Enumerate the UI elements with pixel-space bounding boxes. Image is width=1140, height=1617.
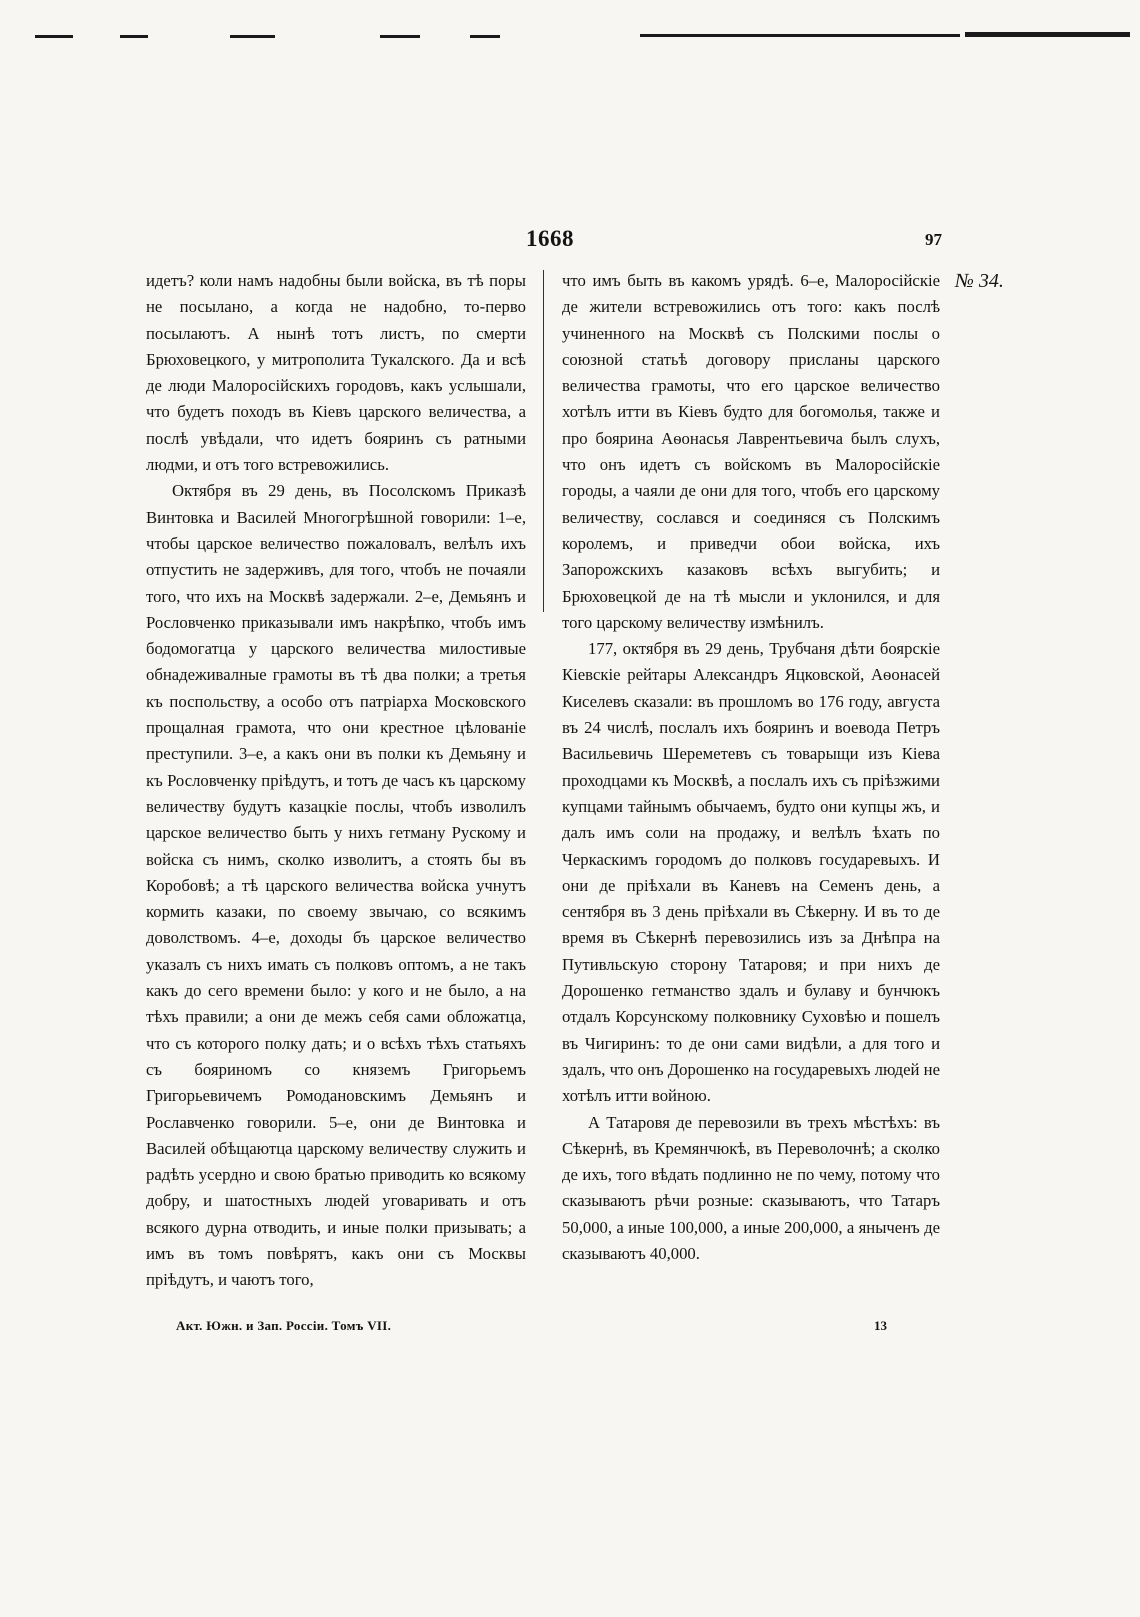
right-text-column <box>562 268 940 1267</box>
rule-dash <box>230 35 275 38</box>
footer-source-line: Акт. Южн. и Зап. Россіи. Томъ VII. <box>176 1318 392 1333</box>
page-year-heading: 1668 <box>526 226 574 251</box>
left-paragraph-1: идетъ? коли намъ надобны были войска, въ тѣ поры не посылано, а когда не надобно, то-перво посылаютъ. А нынѣ тотъ листъ, по смерти Брюховецкого, у митрополита Тукалского. Да и всѣ де люди Малоросійскихъ городовъ, какъ услышали, что будетъ походъ въ Кіевъ царского величества, а послѣ увѣдали, что идетъ бояринъ съ ратными людми, и отъ того встревожились. <box>146 271 526 475</box>
right-paragraph-3: А Татаровя де перевозили въ трехъ мѣстѣхъ: въ Сѣкернѣ, въ Кремянчюкѣ, въ Переволочнѣ; а сколко де ихъ, того вѣдать подлинно не по чему, потому что сказываютъ рѣчи розные: сказываютъ, что Татаръ 50,000, а иные 100,000, а иные 200,000, а яныченъ де сказываютъ 40,000. <box>562 1112 940 1263</box>
rule-dash <box>35 35 73 38</box>
footer-signature-mark: 13 <box>874 1318 887 1333</box>
rule-dash <box>380 35 420 38</box>
right-paragraph-2: 177, октября въ 29 день, Трубчаня дѣти боярскіе Кіевскіе рейтары Александръ Яцковской, Аѳонасей Киселевъ сказали: въ прошломъ во 176 году, августа въ 24 числѣ, послалъ ихъ бояринъ и воевода Петръ Васильевичь Шереметевъ съ товарыщи изъ Кіева проходцами къ Москвѣ, а послалъ ихъ съ пріѣзжими купцами тайнымъ обычаемъ, будто они купцы жъ, и далъ имъ соли на продажу, и велѣлъ ѣхать по Черкаскимъ городомъ до полковъ государевыхъ. И они де пріѣхали въ Каневъ на Семенъ день, а сентября въ 3 день пріѣхали въ Сѣкерну. И въ то де время въ Сѣкернѣ перевозились изъ за Днѣпра на Путивльскую сторону Татаровя; и при нихъ де Дорошенко гетманство здалъ и булаву и бунчюкъ отдалъ Корсунскому полковнику Суховѣю и пошелъ въ Чигиринъ: то де они сами видѣли, а для того и здалъ, что онъ Дорошенко на государевыхъ людей не хотѣлъ итти войною. <box>562 639 940 1106</box>
page-number: 97 <box>925 230 942 249</box>
rule-dash <box>470 35 500 38</box>
column-divider <box>543 270 544 612</box>
left-paragraph-2: Октября въ 29 день, въ Посолскомъ Приказѣ Винтовка и Василей Многогрѣшной говорили: 1–е, чтобы царское величество пожаловалъ, велѣлъ ихъ отпустить не задерживъ, для того, чтобъ не почаяли того, что ихъ на Москвѣ задержали. 2–е, Демьянъ и Рословченко приказывали имъ накрѣпко, чтобъ имъ бодомогатца у царского величества милостивые обнадеживалные грамоты въ тѣ два полки; а третья къ поспольству, а особо отъ патріарха Московского прощалная грамота, что они крестное цѣлованіе преступили. 3–е, а какъ они въ полки къ Демьяну и къ Рословченку пріѣдутъ, и тотъ де часъ къ царскому величеству будутъ казацкіе послы, чтобъ изволилъ царское величество быть у нихъ гетману Рускому и войска съ нимъ, сколко изволитъ, а стоять бы въ Коробовѣ; а тѣ царского величества войска учнутъ кормить казаки, по своему звычаю, со всякимъ доволствомъ. 4–е, доходы бъ царское величество указалъ съ нихъ имать съ полковъ оптомъ, а не такъ какъ до сего времени было: у кого и не было, а на тѣхъ правили; а они де межъ себя сами обложатца, что съ которого полку дать; и о всѣхъ тѣхъ статьяхъ съ бояриномъ со княземъ Григорьемъ Григорьевичемъ Ромодановскимъ Демьянъ и Рославченко говорили. 5–е, они де Винтовка и Василей обѣщаютца царскому величеству служить и радѣть усердно и свою братью приводить ко всякому добру, и шатостныхъ людей уговаривать и отъ всякого дурна отводить, и иные полки призывать; а имъ въ томъ повѣрятъ, какъ они съ Москвы пріѣдутъ, и чаютъ того, <box>146 481 526 1290</box>
left-text-column <box>146 268 526 1294</box>
right-paragraph-1: что имъ быть въ какомъ урядѣ. 6–е, Малоросійскіе де жители встревожились отъ того: какъ послѣ учиненного на Москвѣ съ Полскими послы о союзной статьѣ договору присланы царского величества грамоты, что его царское величество хотѣлъ итти въ Кіевъ будто для богомолья, также и про боярина Аѳонасья Лаврентьевича былъ слухъ, что онъ идетъ съ войскомъ въ Малоросійскіе городы, а чаяли де они для того, чтобъ его царскому величеству, сослався и соединяся съ Полскимъ королемъ, и приведчи обои войска, ихъ Запорожскихъ казаковъ всѣхъ выгубить; и Брюховецкой де на тѣ мысли и уклонился, и для того царскому величеству измѣнилъ. <box>562 271 940 632</box>
top-border-rule <box>20 12 1130 40</box>
rule-dash <box>965 32 1130 37</box>
rule-dash <box>640 34 960 37</box>
document-number: № 34. <box>955 270 1004 292</box>
rule-dash <box>120 35 148 38</box>
